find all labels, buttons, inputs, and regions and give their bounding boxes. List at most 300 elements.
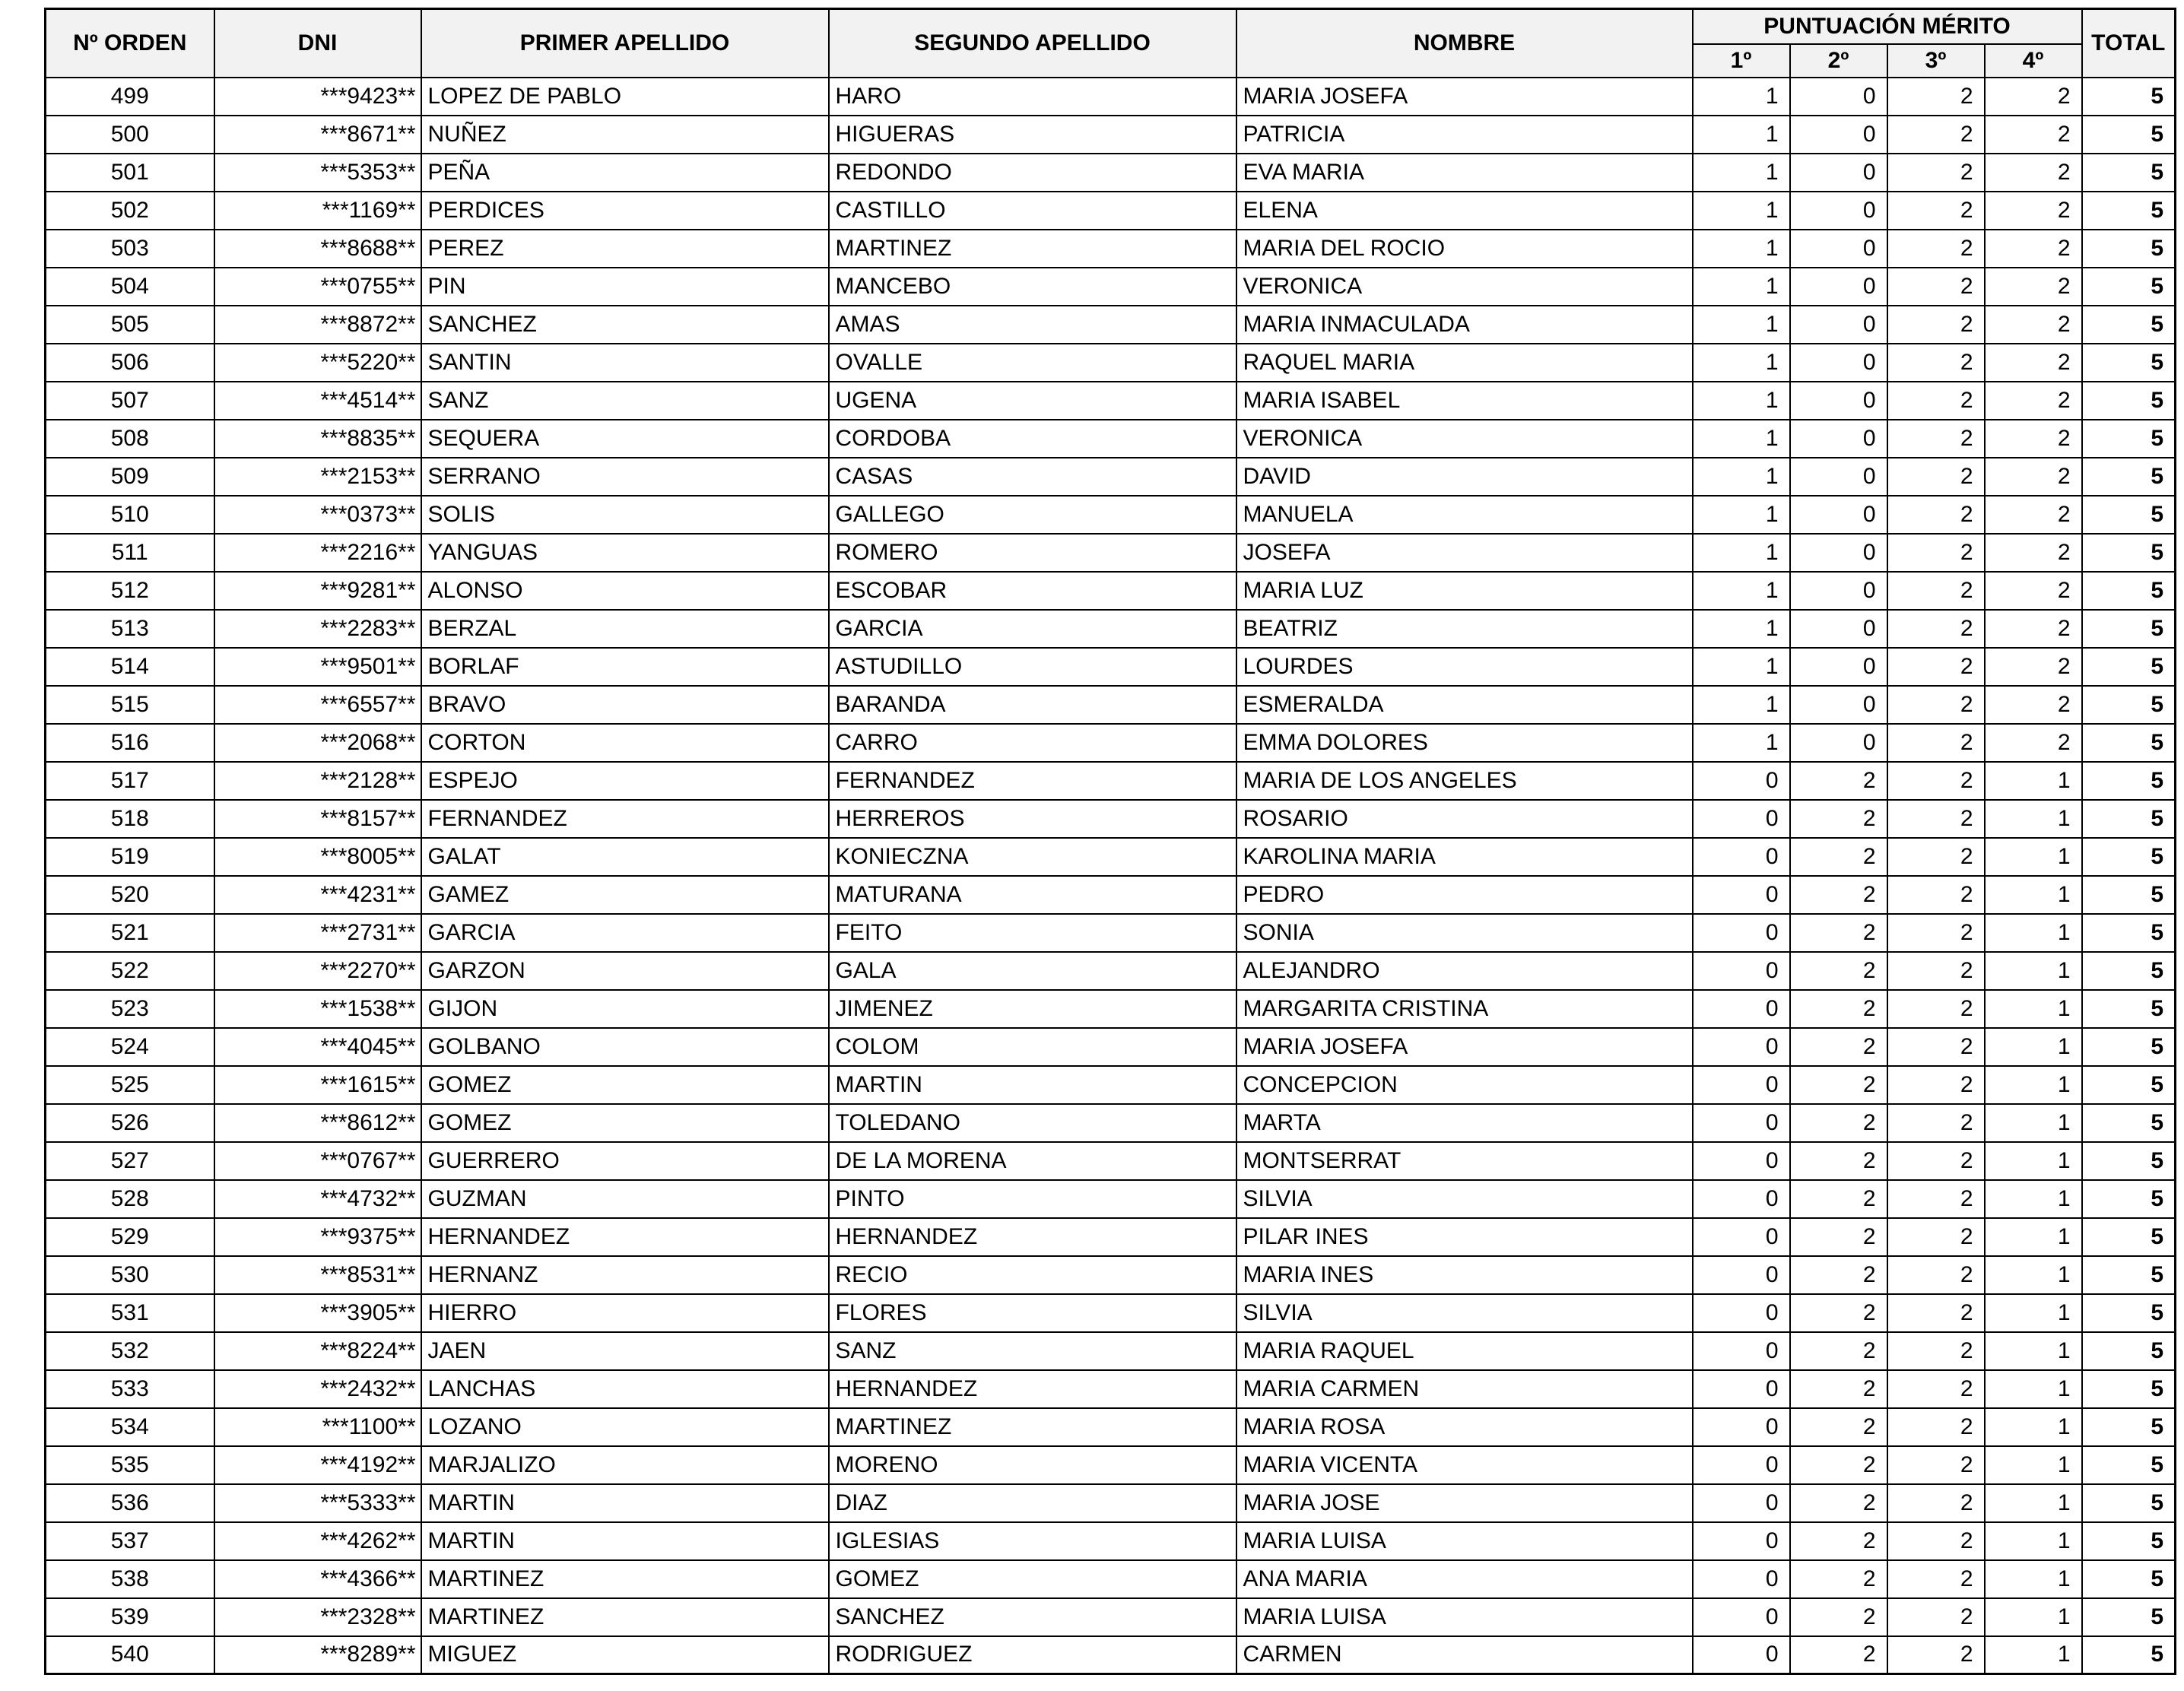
table-row: [46, 1370, 2176, 1408]
merit-4-cell: 1: [1985, 1294, 2082, 1332]
name-cell: ROSARIO: [1236, 800, 1693, 838]
total-cell: 5: [2082, 534, 2176, 572]
order-cell: 533: [46, 1370, 214, 1408]
second-surname-cell: ESCOBAR: [829, 572, 1236, 610]
order-cell: 523: [46, 990, 214, 1028]
merit-3-cell: 2: [1887, 534, 1985, 572]
name-cell: ALEJANDRO: [1236, 952, 1693, 990]
merit-3-cell: 2: [1887, 344, 1985, 382]
merit-3-cell: 2: [1887, 192, 1985, 230]
first-surname-cell: HERNANZ: [421, 1256, 829, 1294]
table-row: [46, 1636, 2176, 1674]
merit-3-cell: 2: [1887, 1066, 1985, 1104]
merit-2-cell: 0: [1790, 78, 1887, 116]
order-cell: 503: [46, 230, 214, 268]
merit-4-cell: 2: [1985, 382, 2082, 420]
total-cell: 5: [2082, 800, 2176, 838]
table-row: [46, 78, 2176, 116]
total-cell: 5: [2082, 1484, 2176, 1522]
table-row: [46, 1066, 2176, 1104]
first-surname-cell: SERRANO: [421, 458, 829, 496]
merit-2-cell: 2: [1790, 1484, 1887, 1522]
merit-4-cell: 1: [1985, 1180, 2082, 1218]
first-surname-cell: MARTIN: [421, 1522, 829, 1560]
merit-3-cell: 2: [1887, 1636, 1985, 1674]
merit-1-cell: 0: [1693, 876, 1790, 914]
dni-cell: ***5353**: [214, 154, 421, 192]
table-row: [46, 116, 2176, 154]
second-surname-cell: MATURANA: [829, 876, 1236, 914]
name-cell: CARMEN: [1236, 1636, 1693, 1674]
merit-2-cell: 0: [1790, 534, 1887, 572]
merit-1-cell: 0: [1693, 990, 1790, 1028]
order-cell: 508: [46, 420, 214, 458]
merit-1-cell: 1: [1693, 724, 1790, 762]
first-surname-cell: ALONSO: [421, 572, 829, 610]
merit-3-cell: 2: [1887, 1294, 1985, 1332]
table-row: [46, 1522, 2176, 1560]
merit-2-cell: 0: [1790, 382, 1887, 420]
total-cell: 5: [2082, 1522, 2176, 1560]
name-cell: ELENA: [1236, 192, 1693, 230]
merit-2-cell: 2: [1790, 1446, 1887, 1484]
name-cell: SILVIA: [1236, 1180, 1693, 1218]
merit-4-cell: 1: [1985, 1560, 2082, 1598]
merit-list-table: [44, 8, 2176, 1675]
first-surname-cell: SANCHEZ: [421, 306, 829, 344]
merit-1-cell: 1: [1693, 192, 1790, 230]
first-surname-cell: GAMEZ: [421, 876, 829, 914]
dni-cell: ***8688**: [214, 230, 421, 268]
second-surname-cell: GOMEZ: [829, 1560, 1236, 1598]
merit-2-cell: 2: [1790, 838, 1887, 876]
dni-cell: ***3905**: [214, 1294, 421, 1332]
table-row: [46, 1104, 2176, 1142]
merit-3-cell: 2: [1887, 1370, 1985, 1408]
name-cell: PATRICIA: [1236, 116, 1693, 154]
second-surname-cell: DE LA MORENA: [829, 1142, 1236, 1180]
total-cell: 5: [2082, 1028, 2176, 1066]
merit-4-cell: 2: [1985, 344, 2082, 382]
merit-4-cell: 1: [1985, 1218, 2082, 1256]
merit-2-cell: 0: [1790, 686, 1887, 724]
merit-3-cell: 2: [1887, 458, 1985, 496]
dni-cell: ***8224**: [214, 1332, 421, 1370]
table-row: [46, 1180, 2176, 1218]
merit-3-cell: 2: [1887, 1142, 1985, 1180]
merit-1-cell: 0: [1693, 1256, 1790, 1294]
table-row: [46, 800, 2176, 838]
merit-2-cell: 0: [1790, 458, 1887, 496]
second-surname-cell: REDONDO: [829, 154, 1236, 192]
dni-cell: ***0755**: [214, 268, 421, 306]
table-row: [46, 268, 2176, 306]
merit-2-cell: 2: [1790, 1066, 1887, 1104]
order-cell: 540: [46, 1636, 214, 1674]
first-surname-cell: JAEN: [421, 1332, 829, 1370]
merit-2-cell: 2: [1790, 1560, 1887, 1598]
merit-2-cell: 0: [1790, 306, 1887, 344]
merit-1-cell: 1: [1693, 572, 1790, 610]
first-surname-cell: SANTIN: [421, 344, 829, 382]
table-row: [46, 1408, 2176, 1446]
total-cell: 5: [2082, 1446, 2176, 1484]
total-cell: 5: [2082, 154, 2176, 192]
table-row: [46, 838, 2176, 876]
name-cell: MARIA DE LOS ANGELES: [1236, 762, 1693, 800]
merit-4-cell: 2: [1985, 230, 2082, 268]
name-cell: MARIA JOSE: [1236, 1484, 1693, 1522]
table-row: [46, 572, 2176, 610]
merit-3-cell: 2: [1887, 762, 1985, 800]
total-cell: 5: [2082, 990, 2176, 1028]
table-row: [46, 762, 2176, 800]
table-row: [46, 914, 2176, 952]
merit-2-cell: 2: [1790, 914, 1887, 952]
order-cell: 510: [46, 496, 214, 534]
dni-cell: ***4262**: [214, 1522, 421, 1560]
merit-1-cell: 0: [1693, 1560, 1790, 1598]
table-row: [46, 420, 2176, 458]
merit-2-cell: 2: [1790, 990, 1887, 1028]
merit-2-cell: 0: [1790, 648, 1887, 686]
total-cell: 5: [2082, 1256, 2176, 1294]
merit-3-cell: 2: [1887, 230, 1985, 268]
merit-2-cell: 2: [1790, 1408, 1887, 1446]
merit-2-cell: 0: [1790, 230, 1887, 268]
header-merit-2: 2º: [1790, 44, 1887, 78]
merit-1-cell: 0: [1693, 800, 1790, 838]
first-surname-cell: LOPEZ DE PABLO: [421, 78, 829, 116]
dni-cell: ***8671**: [214, 116, 421, 154]
order-cell: 525: [46, 1066, 214, 1104]
merit-2-cell: 2: [1790, 1598, 1887, 1636]
order-cell: 513: [46, 610, 214, 648]
second-surname-cell: PINTO: [829, 1180, 1236, 1218]
dni-cell: ***0373**: [214, 496, 421, 534]
merit-2-cell: 2: [1790, 1370, 1887, 1408]
order-cell: 535: [46, 1446, 214, 1484]
merit-3-cell: 2: [1887, 876, 1985, 914]
second-surname-cell: ROMERO: [829, 534, 1236, 572]
merit-4-cell: 1: [1985, 990, 2082, 1028]
table-row: [46, 1598, 2176, 1636]
second-surname-cell: IGLESIAS: [829, 1522, 1236, 1560]
merit-1-cell: 0: [1693, 1104, 1790, 1142]
merit-3-cell: 2: [1887, 154, 1985, 192]
merit-1-cell: 1: [1693, 496, 1790, 534]
merit-3-cell: 2: [1887, 496, 1985, 534]
table-body: [46, 78, 2176, 1674]
order-cell: 515: [46, 686, 214, 724]
table-row: [46, 1218, 2176, 1256]
total-cell: 5: [2082, 1408, 2176, 1446]
table-row: [46, 458, 2176, 496]
merit-2-cell: 2: [1790, 1142, 1887, 1180]
order-cell: 514: [46, 648, 214, 686]
merit-3-cell: 2: [1887, 78, 1985, 116]
first-surname-cell: PERDICES: [421, 192, 829, 230]
merit-2-cell: 2: [1790, 1332, 1887, 1370]
order-cell: 539: [46, 1598, 214, 1636]
dni-cell: ***9423**: [214, 78, 421, 116]
total-cell: 5: [2082, 1370, 2176, 1408]
dni-cell: ***2270**: [214, 952, 421, 990]
order-cell: 519: [46, 838, 214, 876]
merit-3-cell: 2: [1887, 1598, 1985, 1636]
second-surname-cell: MARTINEZ: [829, 1408, 1236, 1446]
name-cell: RAQUEL MARIA: [1236, 344, 1693, 382]
name-cell: ESMERALDA: [1236, 686, 1693, 724]
total-cell: 5: [2082, 686, 2176, 724]
order-cell: 500: [46, 116, 214, 154]
merit-1-cell: 1: [1693, 230, 1790, 268]
first-surname-cell: GOMEZ: [421, 1066, 829, 1104]
second-surname-cell: GARCIA: [829, 610, 1236, 648]
total-cell: 5: [2082, 306, 2176, 344]
merit-2-cell: 0: [1790, 610, 1887, 648]
total-cell: 5: [2082, 344, 2176, 382]
header-merit-4: 4º: [1985, 44, 2082, 78]
merit-4-cell: 1: [1985, 1484, 2082, 1522]
order-cell: 512: [46, 572, 214, 610]
name-cell: MARGARITA CRISTINA: [1236, 990, 1693, 1028]
name-cell: MARIA INMACULADA: [1236, 306, 1693, 344]
merit-1-cell: 0: [1693, 1066, 1790, 1104]
dni-cell: ***8005**: [214, 838, 421, 876]
merit-4-cell: 2: [1985, 724, 2082, 762]
merit-1-cell: 0: [1693, 1636, 1790, 1674]
merit-3-cell: 2: [1887, 572, 1985, 610]
second-surname-cell: AMAS: [829, 306, 1236, 344]
dni-cell: ***2731**: [214, 914, 421, 952]
header-dni: DNI: [214, 9, 421, 78]
order-cell: 531: [46, 1294, 214, 1332]
table-row: [46, 1294, 2176, 1332]
order-cell: 524: [46, 1028, 214, 1066]
merit-4-cell: 1: [1985, 1636, 2082, 1674]
second-surname-cell: HERREROS: [829, 800, 1236, 838]
merit-4-cell: 1: [1985, 1408, 2082, 1446]
merit-4-cell: 1: [1985, 1598, 2082, 1636]
merit-3-cell: 2: [1887, 952, 1985, 990]
total-cell: 5: [2082, 1180, 2176, 1218]
merit-2-cell: 0: [1790, 420, 1887, 458]
dni-cell: ***4514**: [214, 382, 421, 420]
merit-4-cell: 1: [1985, 1066, 2082, 1104]
dni-cell: ***1100**: [214, 1408, 421, 1446]
table-row: [46, 230, 2176, 268]
order-cell: 504: [46, 268, 214, 306]
merit-3-cell: 2: [1887, 382, 1985, 420]
total-cell: 5: [2082, 648, 2176, 686]
dni-cell: ***8289**: [214, 1636, 421, 1674]
second-surname-cell: RECIO: [829, 1256, 1236, 1294]
table-header: [46, 9, 2176, 78]
merit-3-cell: 2: [1887, 610, 1985, 648]
merit-3-cell: 2: [1887, 268, 1985, 306]
merit-1-cell: 0: [1693, 1446, 1790, 1484]
name-cell: MARIA INES: [1236, 1256, 1693, 1294]
first-surname-cell: GIJON: [421, 990, 829, 1028]
name-cell: MARIA JOSEFA: [1236, 78, 1693, 116]
name-cell: MARIA DEL ROCIO: [1236, 230, 1693, 268]
first-surname-cell: BERZAL: [421, 610, 829, 648]
total-cell: 5: [2082, 1104, 2176, 1142]
first-surname-cell: BRAVO: [421, 686, 829, 724]
table-row: [46, 344, 2176, 382]
first-surname-cell: MARTIN: [421, 1484, 829, 1522]
merit-3-cell: 2: [1887, 686, 1985, 724]
dni-cell: ***4231**: [214, 876, 421, 914]
second-surname-cell: HERNANDEZ: [829, 1218, 1236, 1256]
first-surname-cell: PEÑA: [421, 154, 829, 192]
table-row: [46, 154, 2176, 192]
second-surname-cell: CORDOBA: [829, 420, 1236, 458]
merit-3-cell: 2: [1887, 1256, 1985, 1294]
merit-2-cell: 2: [1790, 876, 1887, 914]
total-cell: 5: [2082, 1066, 2176, 1104]
order-cell: 527: [46, 1142, 214, 1180]
name-cell: LOURDES: [1236, 648, 1693, 686]
name-cell: MARIA RAQUEL: [1236, 1332, 1693, 1370]
first-surname-cell: SEQUERA: [421, 420, 829, 458]
merit-2-cell: 2: [1790, 762, 1887, 800]
merit-4-cell: 2: [1985, 154, 2082, 192]
merit-1-cell: 0: [1693, 1332, 1790, 1370]
merit-4-cell: 1: [1985, 1332, 2082, 1370]
first-surname-cell: GUZMAN: [421, 1180, 829, 1218]
total-cell: 5: [2082, 1598, 2176, 1636]
merit-3-cell: 2: [1887, 914, 1985, 952]
name-cell: ANA MARIA: [1236, 1560, 1693, 1598]
first-surname-cell: FERNANDEZ: [421, 800, 829, 838]
order-cell: 528: [46, 1180, 214, 1218]
name-cell: KAROLINA MARIA: [1236, 838, 1693, 876]
merit-3-cell: 2: [1887, 1408, 1985, 1446]
name-cell: MARIA CARMEN: [1236, 1370, 1693, 1408]
total-cell: 5: [2082, 838, 2176, 876]
merit-3-cell: 2: [1887, 1218, 1985, 1256]
total-cell: 5: [2082, 1294, 2176, 1332]
dni-cell: ***8531**: [214, 1256, 421, 1294]
merit-3-cell: 2: [1887, 838, 1985, 876]
header-order: Nº ORDEN: [46, 9, 214, 78]
order-cell: 516: [46, 724, 214, 762]
merit-1-cell: 0: [1693, 1218, 1790, 1256]
dni-cell: ***2283**: [214, 610, 421, 648]
merit-1-cell: 0: [1693, 1180, 1790, 1218]
order-cell: 526: [46, 1104, 214, 1142]
table-row: [46, 648, 2176, 686]
dni-cell: ***2128**: [214, 762, 421, 800]
dni-cell: ***9375**: [214, 1218, 421, 1256]
second-surname-cell: OVALLE: [829, 344, 1236, 382]
second-surname-cell: CASTILLO: [829, 192, 1236, 230]
second-surname-cell: MANCEBO: [829, 268, 1236, 306]
second-surname-cell: SANZ: [829, 1332, 1236, 1370]
order-cell: 518: [46, 800, 214, 838]
dni-cell: ***4366**: [214, 1560, 421, 1598]
second-surname-cell: TOLEDANO: [829, 1104, 1236, 1142]
merit-4-cell: 1: [1985, 762, 2082, 800]
merit-1-cell: 0: [1693, 1408, 1790, 1446]
order-cell: 521: [46, 914, 214, 952]
table-row: [46, 1142, 2176, 1180]
second-surname-cell: MARTIN: [829, 1066, 1236, 1104]
dni-cell: ***9501**: [214, 648, 421, 686]
dni-cell: ***2153**: [214, 458, 421, 496]
merit-1-cell: 0: [1693, 1142, 1790, 1180]
total-cell: 5: [2082, 496, 2176, 534]
name-cell: MARIA ROSA: [1236, 1408, 1693, 1446]
total-cell: 5: [2082, 78, 2176, 116]
name-cell: MARTA: [1236, 1104, 1693, 1142]
merit-2-cell: 2: [1790, 952, 1887, 990]
header-merit-group: PUNTUACIÓN MÉRITO: [1693, 9, 2082, 44]
total-cell: 5: [2082, 1560, 2176, 1598]
first-surname-cell: PIN: [421, 268, 829, 306]
order-cell: 501: [46, 154, 214, 192]
merit-4-cell: 1: [1985, 914, 2082, 952]
second-surname-cell: FERNANDEZ: [829, 762, 1236, 800]
header-merit-3: 3º: [1887, 44, 1985, 78]
merit-4-cell: 2: [1985, 610, 2082, 648]
dni-cell: ***8157**: [214, 800, 421, 838]
merit-2-cell: 0: [1790, 572, 1887, 610]
table-row: [46, 990, 2176, 1028]
table-row: [46, 534, 2176, 572]
merit-1-cell: 1: [1693, 610, 1790, 648]
first-surname-cell: HERNANDEZ: [421, 1218, 829, 1256]
second-surname-cell: JIMENEZ: [829, 990, 1236, 1028]
header-first-surname: PRIMER APELLIDO: [421, 9, 829, 78]
order-cell: 522: [46, 952, 214, 990]
first-surname-cell: YANGUAS: [421, 534, 829, 572]
total-cell: 5: [2082, 914, 2176, 952]
second-surname-cell: DIAZ: [829, 1484, 1236, 1522]
table-row: [46, 1560, 2176, 1598]
merit-1-cell: 1: [1693, 648, 1790, 686]
merit-2-cell: 0: [1790, 724, 1887, 762]
total-cell: 5: [2082, 1636, 2176, 1674]
name-cell: MARIA LUISA: [1236, 1598, 1693, 1636]
second-surname-cell: SANCHEZ: [829, 1598, 1236, 1636]
second-surname-cell: HARO: [829, 78, 1236, 116]
second-surname-cell: COLOM: [829, 1028, 1236, 1066]
merit-1-cell: 1: [1693, 686, 1790, 724]
first-surname-cell: LOZANO: [421, 1408, 829, 1446]
merit-1-cell: 1: [1693, 116, 1790, 154]
merit-4-cell: 1: [1985, 1256, 2082, 1294]
dni-cell: ***0767**: [214, 1142, 421, 1180]
total-cell: 5: [2082, 1332, 2176, 1370]
name-cell: SILVIA: [1236, 1294, 1693, 1332]
merit-1-cell: 1: [1693, 154, 1790, 192]
merit-4-cell: 2: [1985, 496, 2082, 534]
total-cell: 5: [2082, 116, 2176, 154]
first-surname-cell: GOMEZ: [421, 1104, 829, 1142]
dni-cell: ***5220**: [214, 344, 421, 382]
order-cell: 511: [46, 534, 214, 572]
merit-2-cell: 0: [1790, 116, 1887, 154]
merit-3-cell: 2: [1887, 648, 1985, 686]
name-cell: EVA MARIA: [1236, 154, 1693, 192]
table-row: [46, 382, 2176, 420]
first-surname-cell: CORTON: [421, 724, 829, 762]
table-row: [46, 1028, 2176, 1066]
dni-cell: ***8872**: [214, 306, 421, 344]
